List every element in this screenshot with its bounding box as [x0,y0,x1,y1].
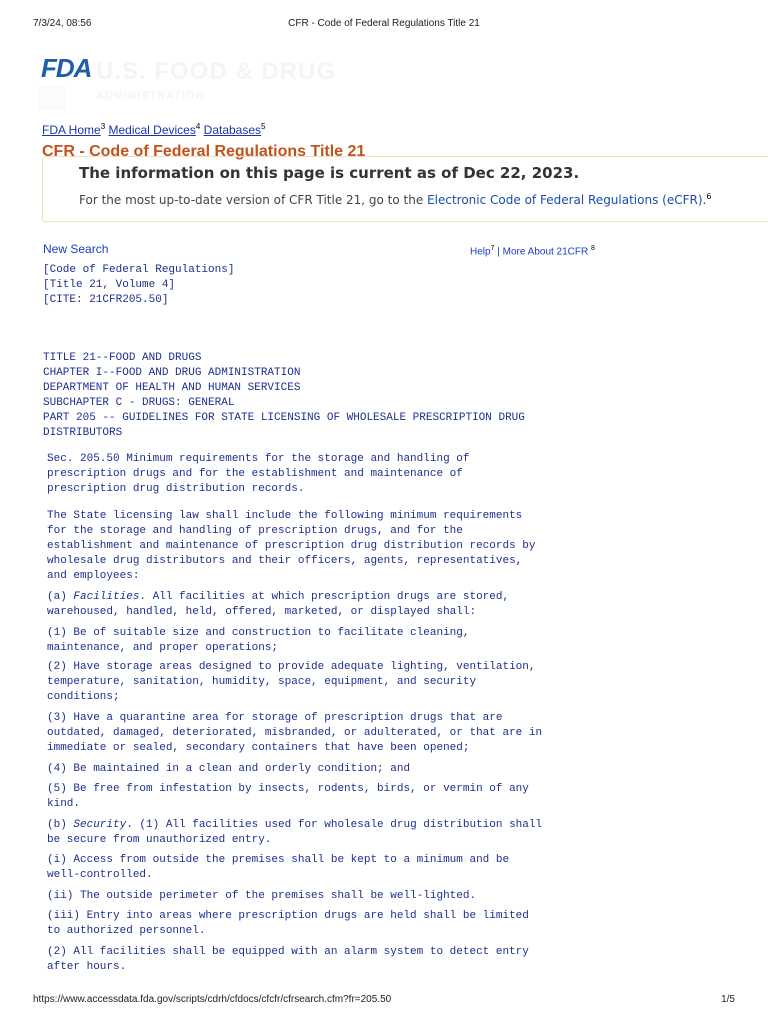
footnote-ref: 5 [261,122,266,131]
para-heading: Facilities [73,591,140,603]
text-line: (2) Have storage areas designed to provide adequate lighting, ventilation, [47,661,536,673]
footnote-ref: 7 [490,245,495,252]
text-line: after hours. [47,961,127,973]
paragraph-a1 [47,626,469,656]
fda-logo-area[interactable] [38,50,368,110]
section-intro [47,509,535,584]
para-text: . All facilities at which prescription drugs are stored, [139,591,510,603]
para-label: (b) [47,819,74,831]
breadcrumb-fda-home[interactable]: FDA Home [42,123,101,137]
meta-line: [CITE: 21CFR205.50] [43,294,169,306]
paragraph-a3 [47,711,542,756]
text-line: maintenance, and proper operations; [47,642,279,654]
text-line [47,590,509,605]
paragraph-a2 [47,660,535,705]
text-line: for the storage and handling of prescription drugs, and for the [47,525,463,537]
separator: | [494,246,503,258]
ecfr-link[interactable]: Electronic Code of Federal Regulations (eCFR) [427,193,703,207]
text-line: (iii) Entry into areas where prescription drugs are held shall be limited [47,910,529,922]
logo-subtitle-faded: ADMINISTRATION [96,90,205,102]
paragraph-b1ii [47,889,476,904]
footnote-ref: 8 [591,245,595,252]
text-line: and employees: [47,570,140,582]
paragraph-b1iii [47,909,529,939]
text-line: The State licensing law shall include the following minimum requirements [47,510,523,522]
text-line: wholesale drug distributors and their officers, agents, representatives, [47,555,523,567]
para-label: (a) [47,591,74,603]
heading-line: TITLE 21--FOOD AND DRUGS [43,352,202,364]
print-datetime: 7/3/24, 08:56 [33,18,92,29]
text-line: (3) Have a quarantine area for storage of prescription drugs that are [47,712,503,724]
text-line: temperature, sanitation, humidity, space, equipment, and security [47,676,477,688]
text-line: kind. [47,798,81,810]
para-text: . (1) All facilities used for wholesale drug distribution shall [126,819,543,831]
breadcrumb-databases[interactable]: Databases [203,123,262,137]
more-about-21cfr-link[interactable]: More About 21CFR [502,246,589,258]
footnote-ref: 6 [706,192,712,201]
text-line: (4) Be maintained in a clean and orderly condition; and [47,763,411,775]
text-line: warehoused, handled, held, offered, marketed, or displayed shall: [47,606,477,618]
text-line: immediate or sealed, secondary containers that have been opened; [47,742,470,754]
meta-line: [Title 21, Volume 4] [43,279,176,291]
text-line: Sec. 205.50 Minimum requirements for the storage and handling of [47,453,470,465]
logo-faded-box [38,86,66,110]
text-line: (i) Access from outside the premises shall be kept to a minimum and be [47,854,510,866]
notice-text-suffix: . [702,193,707,207]
citation-meta [43,263,234,308]
section-title [47,452,469,497]
notice-headline: The information on this page is current as of Dec 22, 2023. [79,164,580,182]
heading-line: DISTRIBUTORS [43,427,123,439]
help-links [470,245,595,257]
print-url: https://www.accessdata.fda.gov/scripts/cdrh/cfdocs/cfcfr/cfrsearch.cfm?fr=205.50 [33,994,392,1005]
text-line: (5) Be free from infestation by insects, rodents, birds, or vermin of any [47,783,529,795]
heading-line: SUBCHAPTER C - DRUGS: GENERAL [43,397,235,409]
paragraph-a4 [47,762,410,777]
text-line: establishment and maintenance of prescription drug distribution records by [47,540,536,552]
fda-logo[interactable]: FDA [41,53,92,83]
print-footer [0,994,768,1008]
print-page-number: 1/5 [721,994,735,1005]
text-line: to authorized personnel. [47,925,206,937]
heading-line: CHAPTER I--FOOD AND DRUG ADMINISTRATION [43,367,301,379]
heading-line: PART 205 -- GUIDELINES FOR STATE LICENSING OF WHOLESALE PRESCRIPTION DRUG [43,412,525,424]
paragraph-b2 [47,945,529,975]
meta-line: [Code of Federal Regulations] [43,264,235,276]
title-headings [43,351,525,441]
breadcrumb [42,122,265,137]
footnote-ref: 4 [195,122,201,131]
text-line: conditions; [47,691,120,703]
text-line: outdated, damaged, deteriorated, misbranded, or adulterated, or that are in [47,727,543,739]
breadcrumb-medical-devices[interactable]: Medical Devices [108,123,196,137]
para-heading: Security [73,819,127,831]
text-line: (1) Be of suitable size and construction to facilitate cleaning, [47,627,470,639]
help-link[interactable]: Help [470,246,491,258]
text-line: prescription drugs and for the establishment and maintenance of [47,468,463,480]
text-line: prescription drug distribution records. [47,483,305,495]
print-page-title: CFR - Code of Federal Regulations Title 21 [288,18,480,29]
page-title: CFR - Code of Federal Regulations Title 21 [42,143,366,160]
paragraph-a5 [47,782,529,812]
paragraph-a-facilities [47,590,509,620]
notice-text-prefix: For the most up-to-date version of CFR Title 21, go to the [79,193,428,207]
text-line: (2) All facilities shall be equipped with an alarm system to detect entry [47,946,529,958]
paragraph-b-security [47,818,542,848]
footnote-ref: 3 [100,122,106,131]
text-line: (ii) The outside perimeter of the premises shall be well-lighted. [47,890,477,902]
heading-line: DEPARTMENT OF HEALTH AND HUMAN SERVICES [43,382,301,394]
paragraph-b1i [47,853,509,883]
text-line [47,818,542,833]
print-header [0,18,768,32]
text-line: be secure from unauthorized entry. [47,834,272,846]
notice-text [79,192,711,207]
new-search-link[interactable]: New Search [43,242,109,256]
logo-wordmark-faded: U.S. FOOD & DRUG [96,58,337,85]
text-line: well-controlled. [47,869,153,881]
